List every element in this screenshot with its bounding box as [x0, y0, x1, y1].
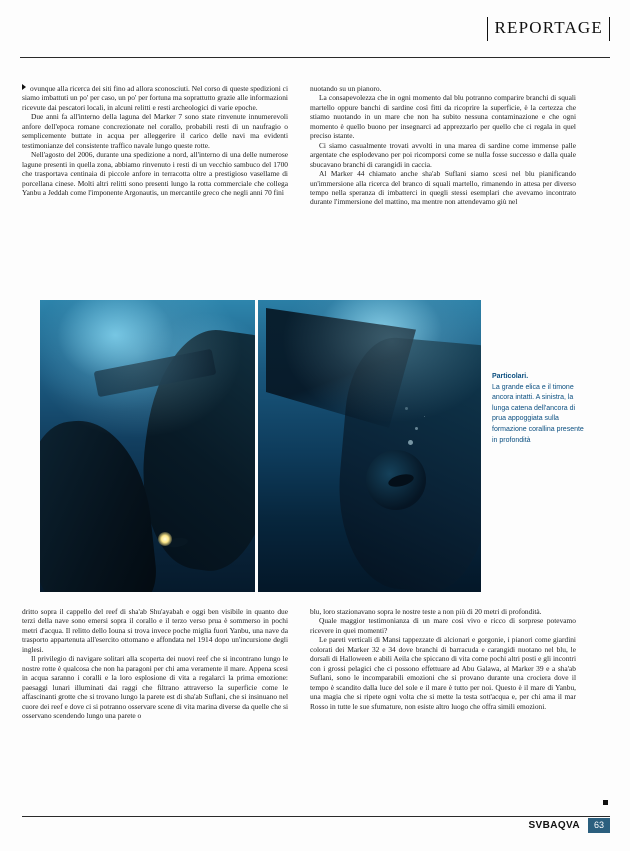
paragraph: blu, loro stazionavano sopra le nostre teste a non più di 20 metri di profondità.	[310, 607, 542, 616]
paragraph: Quale maggior testimonianza di un mare così vivo e ricco di sorprese potevamo ricevere in quei momenti?	[310, 616, 576, 635]
photo-detail-water-haze	[40, 300, 255, 592]
section-label: REPORTAGE	[487, 17, 610, 41]
magazine-brand: SVBAQVA	[528, 820, 580, 831]
end-of-article-mark	[603, 800, 608, 805]
paragraph: Ci siamo casualmente trovati avvolti in una marea di sardine come immense palle argentate che esplodevano per poi ricomporsi come se nulla fosse successo e dalla quale sbucavano branchi di carangidi in caccia.	[310, 140, 576, 169]
body-column-top-left	[22, 84, 288, 197]
paragraph: dritto sopra il cappello del reef di sha'ab Shu'ayabah e oggi ben visibile in quanto due terzi della nave sono emersi sopra il corallo e il terzo verso prua è sommerso in pochi metri d'acqua. Il relitto dello Iouna si trova invece poche miglia fuori Yanbu, una nave da trasporto appartenuta all'esercito ottomano e affondata nel 1914 dopo un'incursione degli inglesi.	[22, 607, 288, 654]
page-header	[0, 0, 630, 58]
header-divider	[20, 57, 610, 58]
paragraph: Il privilegio di navigare solitari alla scoperta dei nuovi reef che si incontrano lungo le nostre rotte è qualcosa che non ha paragoni per chi ama veramente il mare. Appena scesi in acqua saranno i coralli e la loro esplosione di vita a regalarci la prima emozione: paesaggi lunari illuminati dai raggi che filtrano attraverso la superficie come le affascinanti grotte che si trovano lungo la parete est di sha'ab Suflani, che si insinuano nel cuore dei reef e dove ci si potranno osservare scene di vita marina diverse da quelle che si osservano scendendo lungo una parete o	[22, 654, 288, 720]
photo-caption	[492, 372, 584, 446]
paragraph: ovunque alla ricerca dei siti fino ad allora sconosciuti. Nel corso di queste spedizioni ci siamo imbattuti un po' per caso, un po' per fortuna ma soprattutto grazie alle informazioni ricevute dai pescatori locali, in alcuni relitti e resti archeologici di varie epoche.	[22, 84, 288, 112]
paragraph: nuotando su un pianoro.	[310, 84, 382, 93]
paragraph: Due anni fa all'interno della laguna del Marker 7 sono state rinvenute innumerevoli anfore dell'epoca romane concrezionate nel corallo, probabili resti di un naufragio o semplicemente buttate in acqua per alleggerire il carico delle navi ma evidenti testimonianze del consistente traffico navale lungo queste rotte.	[22, 112, 288, 150]
photo-propeller-rudder	[258, 300, 481, 592]
arrow-marker-icon	[22, 84, 26, 90]
paragraph: Le pareti verticali di Mansi tappezzate di alcionari e gorgonie, i pianori come giardini colorati dei Marker 32 e 34 dove branchi di barracuda e carangidi nuotano nel blu, le dorsali di Halloween e abili Aeila che spiccano di vita come pochi altri posti e gli incontri con i grossi pelagici che ci possono effettuare ad Abu Galawa, al Marker 39 e a sha'ab Suflani, sono le incomparabili emozioni che si provano durante una crociera dove il tempo è scandito dalla luce del sole e il mare è tutto per noi. Questo è il mare di Yanbu, una magia che si ripete ogni volta che si mette la testa sott'acqua e, per chi ama il mar Rosso in tutte le sue sfumature, non esiste altro luogo che offra simili emozioni.	[310, 635, 576, 711]
paragraph: Nell'agosto del 2006, durante una spedizione a nord, all'interno di una delle numerose lagune presenti in quella zona, abbiamo rinvenuto i resti di un vecchio sambuco del 1700 che trasportava centinaia di piccole anfore in terracotta oltre a prestigioso vasellame di porcellana cinese. Molti altri relitti sono presenti lungo la rotta commerciale che collega Yanbu a Jeddah come l'imponente Argonautis, un mercantile greco che negli anni 70 finì	[22, 150, 288, 197]
body-column-bottom-right	[310, 607, 576, 711]
page-number-badge: 63	[588, 818, 610, 833]
photo-detail-water-haze	[258, 300, 481, 592]
body-column-top-right	[310, 84, 576, 207]
photo-wreck-diver	[40, 300, 255, 592]
footer-divider	[22, 816, 610, 817]
paragraph: La consapevolezza che in ogni momento dal blu potranno comparire branchi di squali martello oppure banchi di sardine così fitti da ricoprire la superficie, è la certezza che stiamo nuotando in un mare che non ha subito nessuna contaminazione e che ogni momento è quello buono per insegnarci ad apprezzarlo per quello che ci regala in quel preciso istante.	[310, 93, 576, 141]
body-column-bottom-left	[22, 607, 288, 720]
paragraph: Al Marker 44 chiamato anche sha'ab Suflani siamo scesi nel blu pianificando un'immersione alla ricerca del branco di squali martello, rimanendo in attesa per diverso tempo nella speranza di imbatterci in quegli stessi esemplari che avevamo incontrato durante l'immersione del mattino, ma mentre non attendevamo giù nel	[310, 169, 576, 207]
caption-title: Particolari.	[492, 373, 529, 380]
caption-text: La grande elica e il timone ancora intatti. A sinistra, la lunga catena dell'ancora di prua appoggiata sulla formazione corallina presente in profondità	[492, 383, 584, 444]
